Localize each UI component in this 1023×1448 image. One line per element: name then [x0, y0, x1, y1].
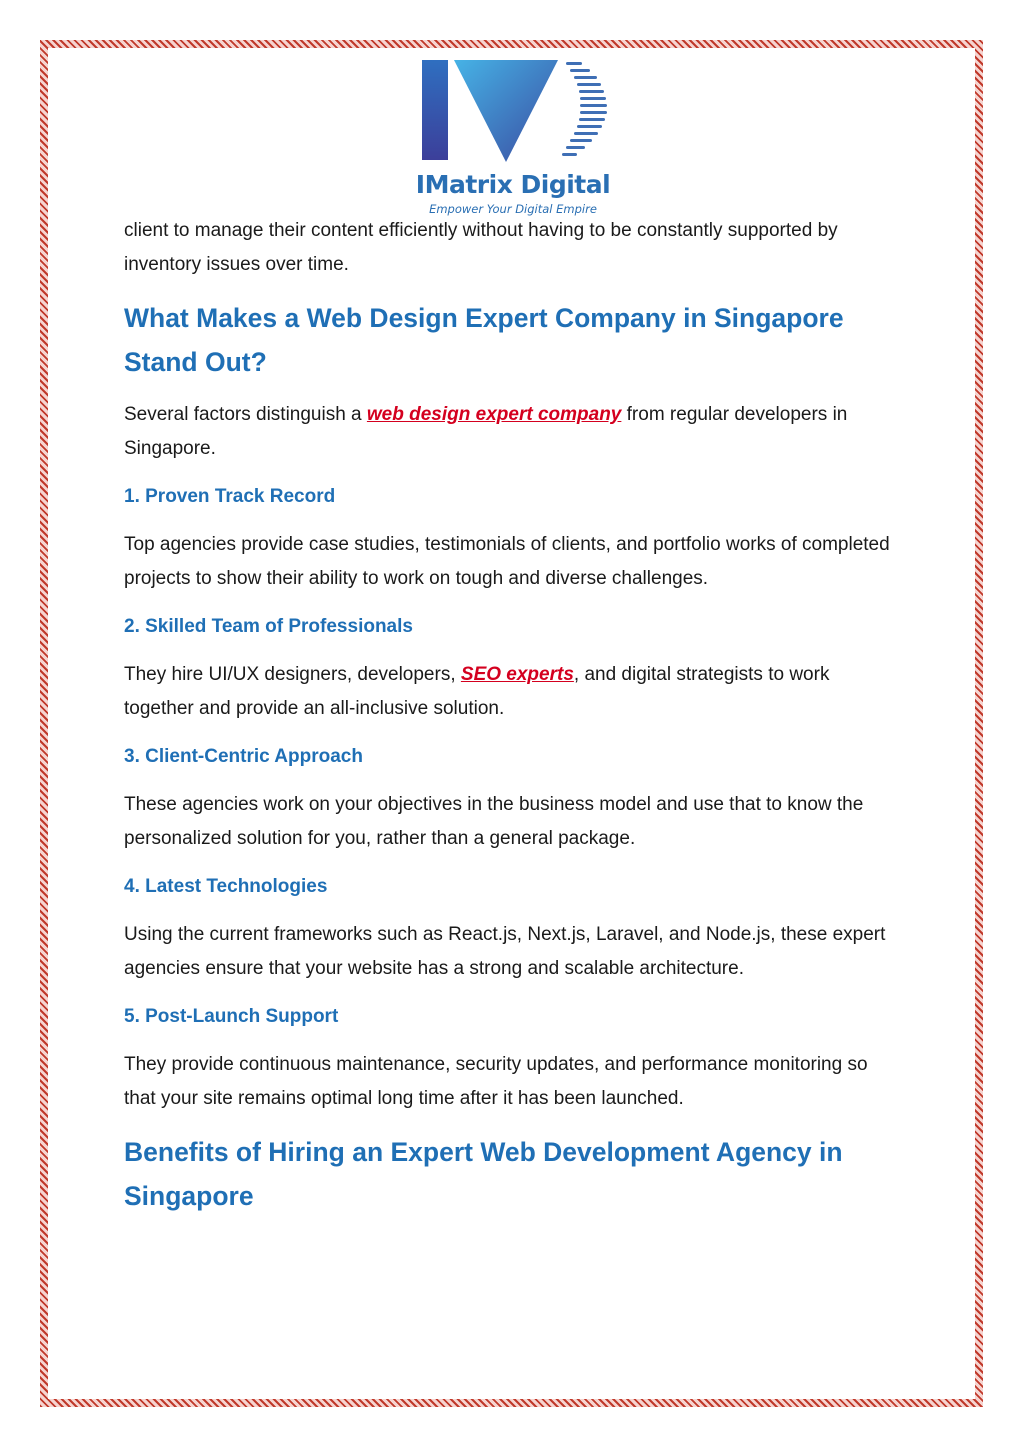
imatrix-digital-logo-icon — [416, 56, 612, 164]
logo — [410, 56, 620, 221]
section-heading-stand-out: What Makes a Web Design Expert Company in Singapore Stand Out? — [124, 303, 844, 377]
web-design-expert-company-link[interactable]: web design expert company — [366, 404, 622, 425]
intro-paragraph: client to manage their content efficiently without having to be constantly supported by inventory issues over time. — [124, 220, 838, 275]
section-lead-paragraph — [124, 398, 894, 466]
item-heading-latest-technologies: 4. Latest Technologies — [124, 876, 328, 897]
lead-text-before: Several factors distinguish a — [124, 404, 367, 425]
item-heading-post-launch: 5. Post-Launch Support — [124, 1006, 339, 1027]
item-text-latest-technologies: Using the current frameworks such as React.js, Next.js, Laravel, and Node.js, these expert agencies ensure that your website has a strong and scalable architecture. — [124, 924, 886, 979]
logo-name: IMatrix Digital — [415, 170, 611, 199]
item-heading-skilled-team: 2. Skilled Team of Professionals — [124, 616, 413, 637]
seo-experts-link[interactable]: SEO experts — [460, 664, 574, 685]
item-text-post-launch: They provide continuous maintenance, security updates, and performance monitoring so that your site remains optimal long time after it has been launched. — [124, 1054, 868, 1109]
skilled-team-text-before: They hire UI/UX designers, developers, — [124, 664, 461, 685]
item-text-client-centric: These agencies work on your objectives in the business model and use that to know the personalized solution for you, rather than a general package. — [124, 794, 864, 849]
item-text-track-record: Top agencies provide case studies, testimonials of clients, and portfolio works of completed projects to show their ability to work on tough and diverse challenges. — [124, 534, 890, 589]
skilled-team-text-after: , and digital strategists to work together and provide an all-inclusive solution. — [124, 664, 830, 719]
item-heading-client-centric: 3. Client-Centric Approach — [124, 746, 363, 767]
logo-tagline: Empower Your Digital Empire — [429, 202, 597, 216]
document-body — [124, 214, 894, 1232]
lead-text-after: from regular developers in Singapore. — [124, 404, 848, 459]
section-heading-benefits: Benefits of Hiring an Expert Web Development Agency in Singapore — [124, 1137, 843, 1211]
item-text-skilled-team — [124, 658, 894, 726]
item-heading-track-record: 1. Proven Track Record — [124, 486, 336, 507]
